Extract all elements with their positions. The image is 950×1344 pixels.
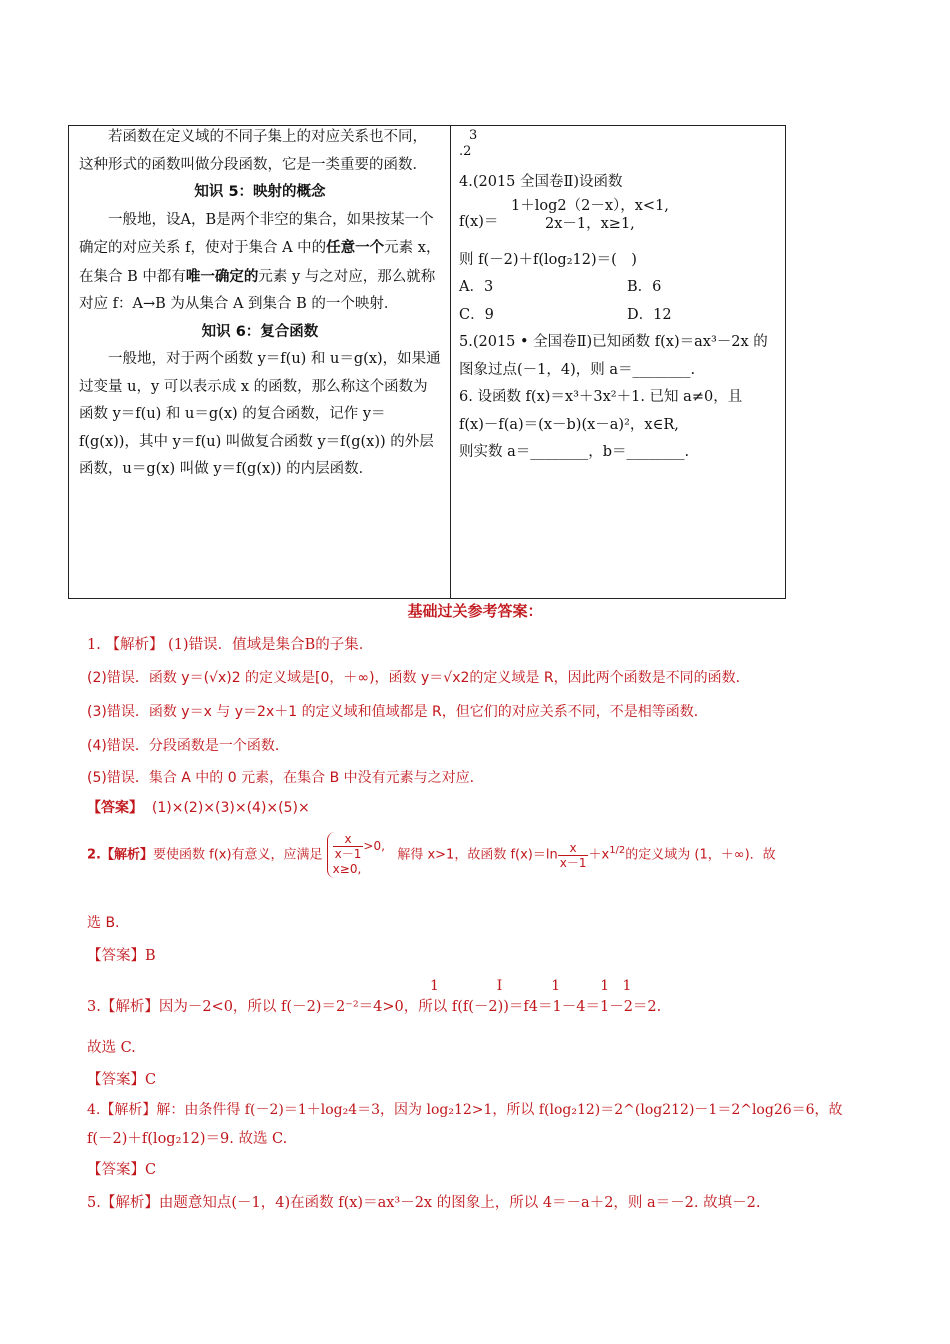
mapping-text-c: 元素 x，在集合 B 中都有 [79,240,441,285]
answer-1-head [87,633,877,654]
question-6-line-2: f(x)－f(a)＝(x－b)(x－a)²，x∈R, [459,416,679,433]
fragment-2: .2 [459,144,472,159]
answer-4-result [87,1158,877,1179]
right-column [459,124,781,467]
fraction-2-numerator: x [558,841,589,856]
answer-2-text: 要使函数 f(x)有意义，应满足 [152,847,323,863]
composite-paragraph: 一般地，对于两个函数 y＝f(u) 和 u＝g(x)，如果通过变量 u，y 可以表示成 x 的函数，那么称这个函数为函数 y＝f(u) 和 u＝g(x) 的复合函数，记作 y＝f(g(x))，其中 y＝f(u) 叫做复合函数 y＝f(g(x)) 的外层函数，u＝g(x) 叫做 y＝f(g(x)) 的内层函数． [79,351,441,477]
answer-2-result [87,944,877,965]
answer-2-brace [327,832,385,878]
piecewise-case-2: 2x－1，x≥1, [545,215,635,232]
answer-1-part-5-text: (5)错误．集合 A 中的 0 元素，在集合 B 中没有元素与之对应． [87,770,484,786]
piecewise-paragraph: 若函数在定义域的不同子集上的对应关系也不同，这种形式的函数叫做分段函数，它是一类重要的函数． [79,129,427,173]
answer-5 [87,1191,877,1212]
heading-knowledge-6: 知识 6：复合函数 [201,323,319,340]
answers-title: 基础过关参考答案： [407,602,543,620]
answer-3-superscripts: 1 I 1 1 1 [430,978,632,994]
answer-2-condition-2: x≥0, [332,862,362,876]
answer-1-value: (1)×(2)×(3)×(4)×(5)× [151,800,310,816]
mapping-emph-unique: 唯一确定的 [185,267,259,285]
answer-1-text: 1. 【解析】 (1)错误．值域是集合B的子集． [87,637,374,653]
answer-2-exponent: 1/2 [609,845,626,857]
answer-3-value: 【答案】C [87,1072,157,1088]
answer-2-condition-1: >0, [363,839,385,853]
mapping-emph-any: 任意一个 [326,239,385,256]
question-6-line-1: 6. 设函数 f(x)＝x³＋3x²＋1. 已知 a≠0，且 [459,389,743,405]
answer-2-plus: ＋x [588,847,610,863]
piecewise-case-1: 1＋log2（2－x），x<1, [511,197,669,214]
fraction-numerator: x [333,832,364,847]
fx-equals: f(x)＝ [459,213,499,230]
answer-1-part-5 [87,767,877,787]
answer-1-result [87,797,877,817]
answer-2-tail: 的定义域为 (1，＋∞)．故 [625,847,776,863]
question-5: 5.(2015 • 全国卷Ⅱ)已知函数 f(x)＝ax³－2x 的图象过点(－1，4)，则 a＝________. [459,334,768,378]
options-row-1 [459,274,781,302]
question-4: 4.(2015 全国卷Ⅱ)设函数 [459,174,623,190]
answer-1-part-3 [87,701,877,721]
answer-1-part-4 [87,735,877,755]
fragment-3: 3 [469,128,478,143]
answer-2-fraction-2 [558,841,589,870]
answer-1-part-2-text: (2)错误．函数 y＝(√x)2 的定义域是[0，＋∞)，函数 y＝√x2的定义域是 R，因此两个函数是不同的函数． [87,670,750,686]
answer-2-label: 2.【解析】 [87,847,153,863]
piecewise-function [459,197,781,247]
answer-3-text: 3.【解析】因为－2<0，所以 f(－2)＝2⁻²＝4>0，所以 f(f(－2))＝f4＝1－4＝1－2＝2. [87,999,662,1015]
answer-3-end [87,1036,877,1057]
options-row-2 [459,302,781,330]
option-a: A．3 [459,279,494,295]
answer-2 [87,832,887,878]
answer-2-value: 【答案】B [87,948,156,964]
fraction-2-denominator: x－1 [559,855,587,870]
answer-3-end-text: 故选 C. [87,1040,136,1056]
answer-3 [87,995,877,1016]
mapping-text-e: 元素 y 与之对应，那么就称对应 f：A→B 为从集合 A 到集合 B 的一个映射． [79,268,436,312]
option-d: D．12 [627,306,672,323]
table-column-divider [450,125,451,599]
heading-knowledge-5: 知识 5：映射的概念 [194,184,326,200]
option-c: C．9 [459,306,494,323]
left-column [79,124,441,484]
answer-2-end [87,912,877,932]
answer-2-solution: 解得 x>1，故函数 f(x)＝ln [397,847,558,863]
answer-4-line-2-text: f(－2)＋f(log₂12)＝9. 故选 C. [87,1131,288,1147]
answer-2-end-text: 选 B. [87,915,120,931]
mapping-text-a: 一般地，设A，B是两个非空的集合，如果按某一个确定的对应关系 f，使对于集合 A 中的 [79,211,434,256]
answer-4-line-2 [87,1127,877,1148]
question-6-line-3: 则实数 a＝________，b＝________. [459,444,690,460]
answer-1-part-2 [87,667,877,687]
answer-4-text: 4.【解析】解：由条件得 f(－2)＝1＋log₂4＝3，因为 log₂12>1，所以 f(log₂12)＝2^(log212)－1＝2^log26＝6，故 [87,1102,843,1118]
answer-4-value: 【答案】C [87,1162,157,1178]
answer-3-result [87,1068,877,1089]
answer-1-part-4-text: (4)错误．分段函数是一个函数． [87,738,289,754]
mapping-paragraph [79,207,441,319]
answer-1-label: 【答案】 [87,800,143,816]
answer-4 [87,1099,877,1119]
answer-1-part-3-text: (3)错误．函数 y＝x 与 y＝2x＋1 的定义域和值域都是 R，但它们的对应关系不同，不是相等函数． [87,704,708,720]
fraction-denominator: x－1 [334,847,362,861]
answer-5-text: 5.【解析】由题意知点(－1，4)在函数 f(x)＝ax³－2x 的图象上，所以 4＝－a＋2，则 a＝－2. 故填－2. [87,1195,761,1211]
answer-2-fraction [333,832,364,861]
question-4-ask: 则 f(－2)＋f(log₂12)＝( ) [459,251,637,268]
option-b: B．6 [627,279,662,295]
